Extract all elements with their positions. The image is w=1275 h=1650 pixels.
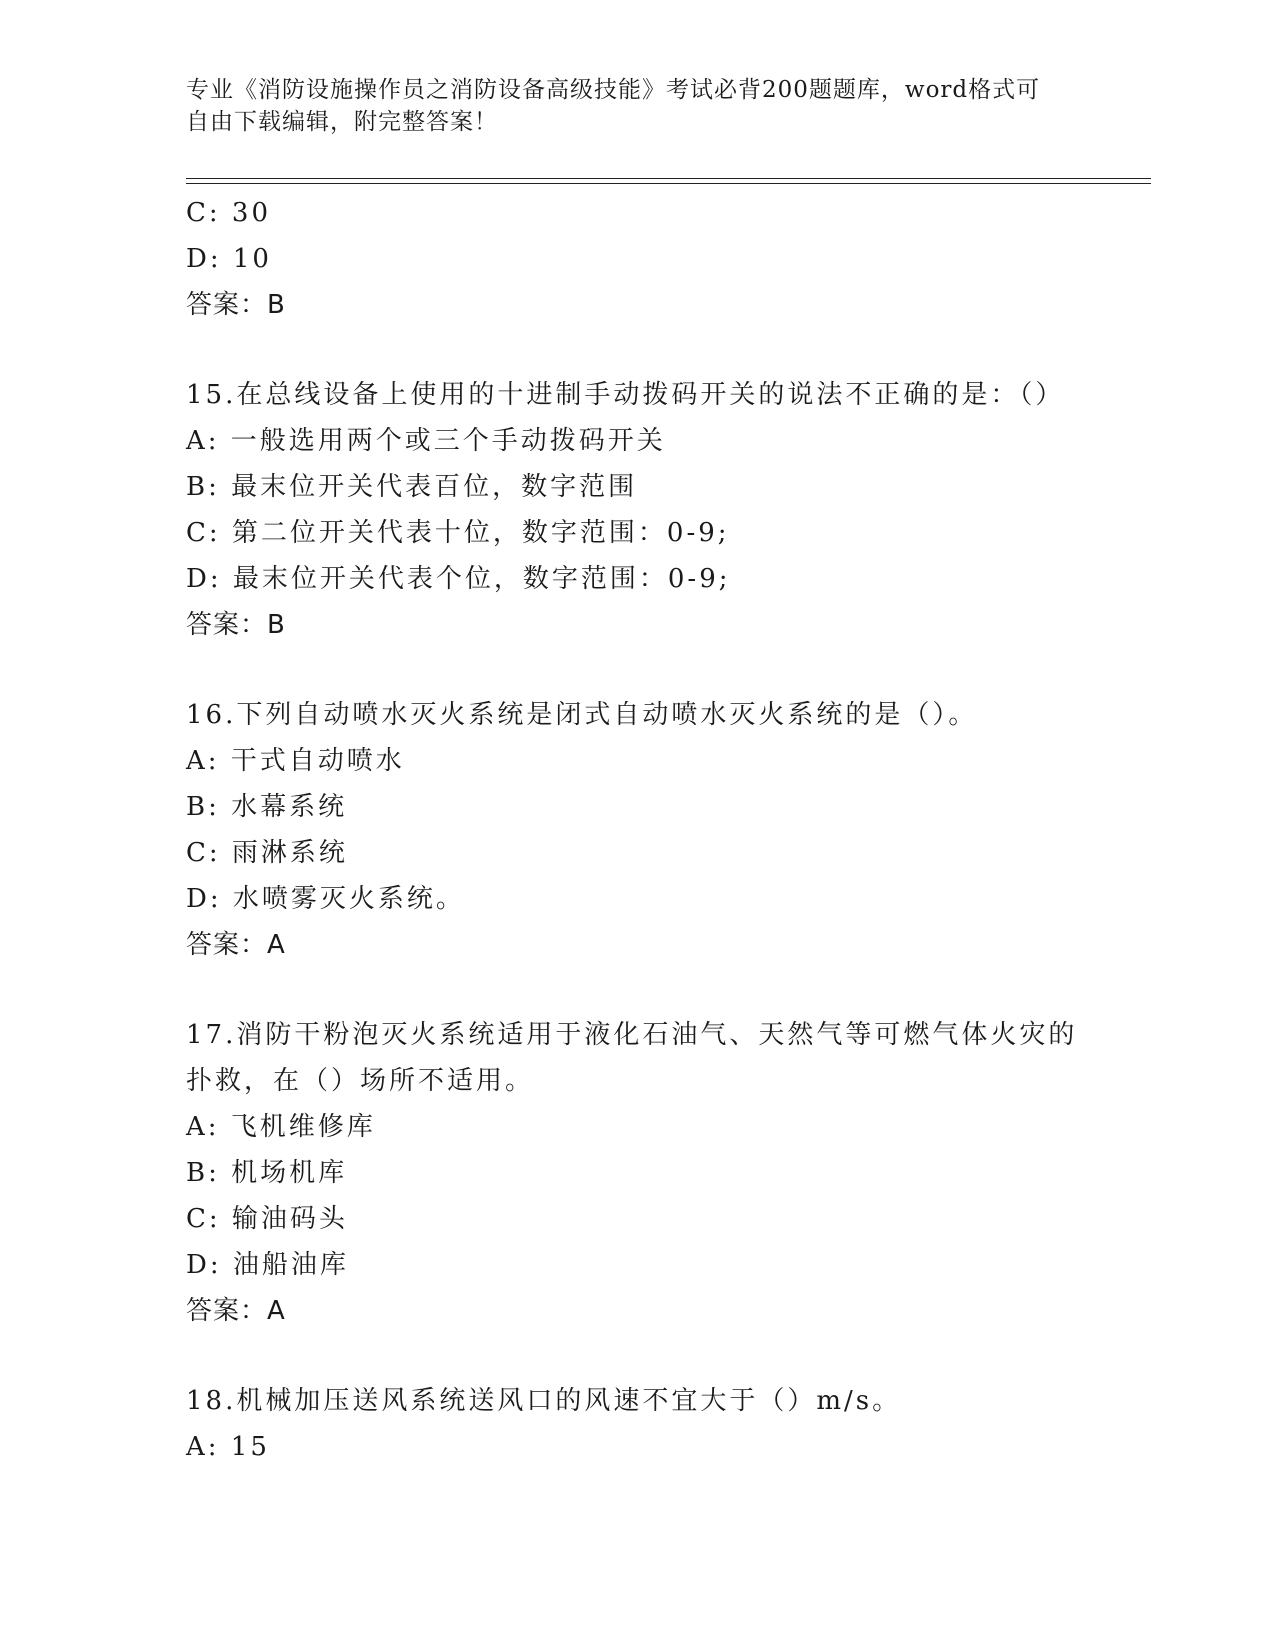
question-15 [186,372,1146,648]
question-18 [186,1378,1146,1470]
header-line-2: 自由下载编辑，附完整答案！ [186,109,498,135]
option-b: B: 水幕系统 [186,792,348,822]
question-text: 15.在总线设备上使用的十进制手动拨码开关的说法不正确的是：（） [186,380,1065,410]
header-line-1: 专业《消防设施操作员之消防设备高级技能》考试必背200题题库，word格式可 [186,77,1041,103]
option-a: A: 一般选用两个或三个手动拨码开关 [186,426,666,456]
question-text-line-1: 17.消防干粉泡灭火系统适用于液化石油气、天然气等可燃气体火灾的 [186,1020,1078,1050]
option-b: B: 机场机库 [186,1158,348,1188]
option-c: C: 雨淋系统 [186,838,348,868]
option-b: B: 最末位开关代表百位，数字范围 [186,472,638,502]
option-c: C: 输油码头 [186,1204,348,1234]
document-header [186,74,1086,138]
question-16 [186,692,1146,968]
option-d: D: 10 [186,244,272,274]
option-d: D: 最末位开关代表个位，数字范围：0-9; [186,564,731,594]
header-divider-bottom [186,183,1151,184]
question-text-line-2: 扑救，在（）场所不适用。 [186,1066,535,1096]
answer-line: 答案：B [186,290,286,320]
option-c: C: 第二位开关代表十位，数字范围：0-9; [186,518,730,548]
option-a: A: 干式自动喷水 [186,746,405,776]
option-a: A: 15 [186,1432,270,1462]
question-text: 18.机械加压送风系统送风口的风速不宜大于（）m/s。 [186,1386,902,1416]
option-a: A: 飞机维修库 [186,1112,376,1142]
question-14-tail [186,190,1146,328]
answer-line: 答案：A [186,930,286,960]
option-c: C: 30 [186,198,272,228]
header-divider-top [186,178,1151,179]
option-d: D: 水喷雾灭火系统。 [186,884,465,914]
answer-line: 答案：B [186,610,286,640]
question-17 [186,1012,1146,1334]
question-text: 16.下列自动喷水灭火系统是闭式自动喷水灭火系统的是（）。 [186,700,978,730]
question-list [186,190,1146,1470]
option-d: D: 油船油库 [186,1250,349,1280]
answer-line: 答案：A [186,1296,286,1326]
